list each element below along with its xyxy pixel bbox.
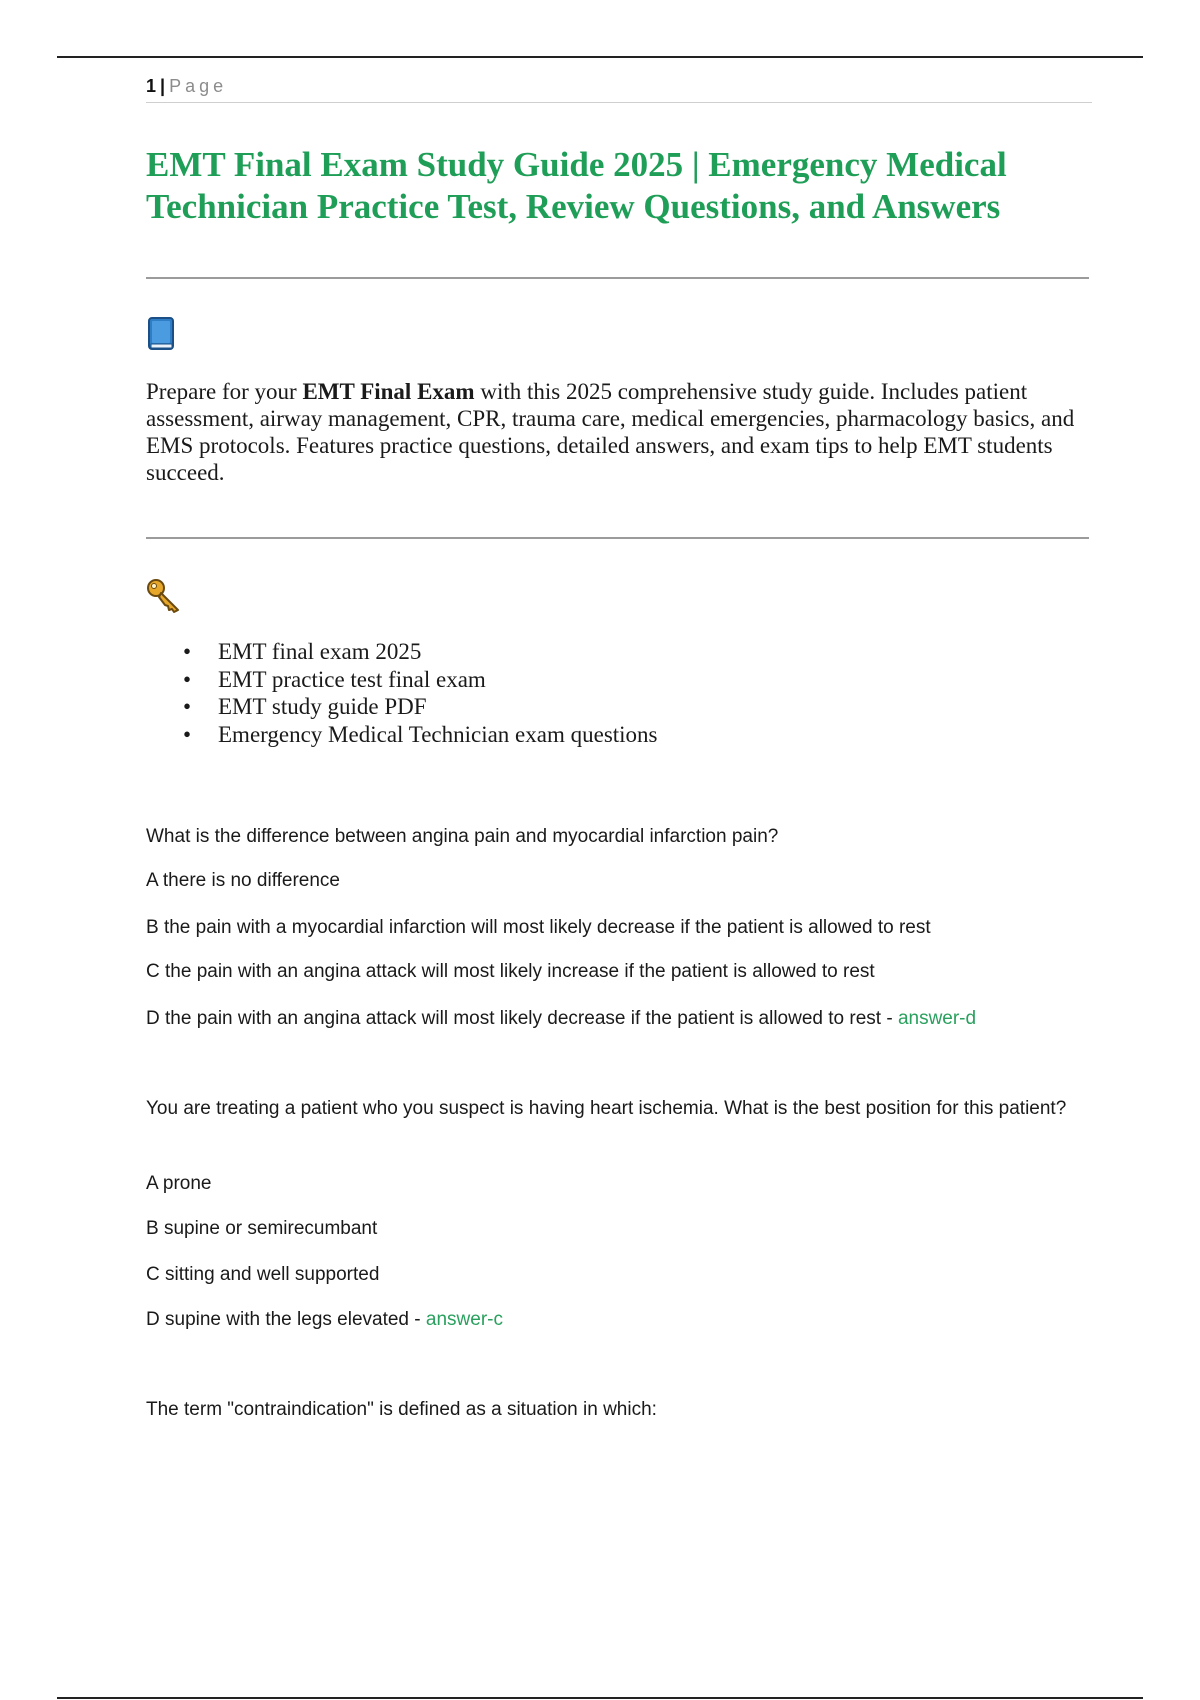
option-d-text: D the pain with an angina attack will most likely decrease if the patient is allowed to rest - [146, 1008, 898, 1029]
page-label: Page [169, 76, 228, 96]
intro-prefix: Prepare for your [146, 379, 303, 404]
book-icon [146, 316, 176, 352]
list-item: • EMT study guide PDF [183, 694, 427, 719]
question-1-option-c: C the pain with an angina attack will most likely increase if the patient is allowed to rest [146, 961, 875, 982]
keyword-list [146, 638, 1046, 748]
intro-suffix: with this 2025 comprehensive study guide. Includes patient assessment, airway management, CPR, trauma care, medical emergencies, pharmacology basics, and EMS protocols. Features practice questions, detailed answers, and exam tips to help EMT students succeed. [146, 379, 1075, 485]
intro-bold: EMT Final Exam [302, 379, 475, 404]
question-2-option-a: A prone [146, 1173, 212, 1194]
divider [146, 277, 1089, 279]
keyword-text: EMT practice test final exam [218, 666, 486, 692]
keyword-text: Emergency Medical Technician exam questions [218, 721, 658, 747]
question-2-option-b: B supine or semirecumbant [146, 1218, 378, 1239]
divider [146, 537, 1089, 539]
keyword-text: EMT final exam 2025 [218, 639, 422, 664]
list-item: • EMT practice test final exam [183, 666, 486, 692]
page-number: 1 [146, 76, 157, 96]
option-d-text: D supine with the legs elevated - [146, 1309, 426, 1330]
page-bottom-border [57, 1697, 1143, 1699]
page-top-border [57, 56, 1143, 58]
intro-paragraph [146, 378, 1091, 486]
answer-label: answer-c [425, 1309, 503, 1330]
question-2-option-c: C sitting and well supported [146, 1264, 380, 1285]
question-3: The term "contraindication" is defined as a situation in which: [146, 1399, 657, 1420]
list-item: • EMT final exam 2025 [183, 639, 422, 664]
list-item: • Emergency Medical Technician exam questions [183, 721, 658, 747]
question-2: You are treating a patient who you suspect is having heart ischemia. What is the best position for this patient? [146, 1098, 1067, 1119]
answer-label: answer-d [897, 1008, 977, 1029]
question-1-option-a: A there is no difference [146, 870, 340, 891]
question-1-option-d [146, 1005, 1091, 1033]
page-header [146, 74, 1092, 103]
key-icon [146, 578, 182, 614]
keyword-text: EMT study guide PDF [218, 694, 427, 719]
question-1: What is the difference between angina pain and myocardial infarction pain? [146, 826, 779, 847]
question-1-option-b: B the pain with a myocardial infarction will most likely decrease if the patient is allowed to rest [146, 917, 931, 938]
page-separator: | [160, 76, 166, 96]
document-title: EMT Final Exam Study Guide 2025 | Emergency Medical Technician Practice Test, Review Questions, and Answers [146, 145, 1007, 226]
question-2-option-d [146, 1306, 1091, 1334]
